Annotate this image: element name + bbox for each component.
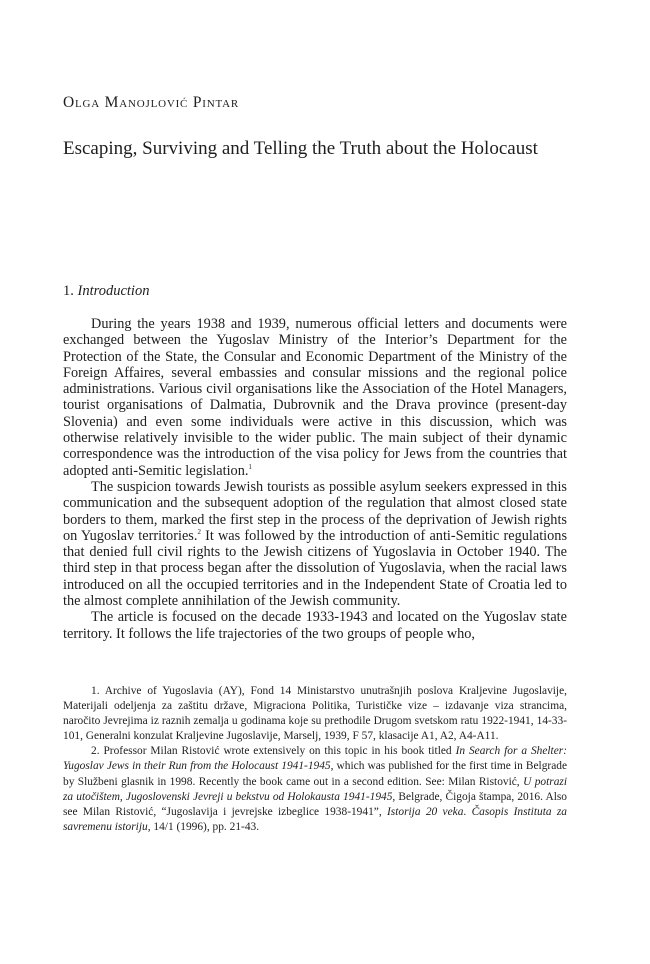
book-title: U potrazi za utočištem, Jugoslovenski Jevreji u bekstvu od Holokausta 1941-1945 (63, 775, 567, 803)
section-number: 1. (63, 283, 74, 299)
journal-subtitle: Časopis Instituta za savremenu istoriju (63, 805, 567, 833)
footnote-ref: 1 (248, 462, 252, 471)
journal-title: Istorija 20 veka (386, 805, 464, 818)
author-name: Olga Manojlović Pintar (63, 94, 239, 111)
paragraph (63, 479, 567, 609)
paragraph-text: It was followed by the introduction of anti-Semitic regulations that denied full civil rights to the Jewish citizens of Yugoslavia in October 1940. The third step in that process began after the dissolution of Yugoslavia, when the racial laws introduced on all the occupied territories and in the Independent State of Croatia led to the almost complete annihilation of the Jewish community. (63, 527, 568, 610)
footnote-ref: 2 (197, 527, 201, 536)
paragraph-text: The article is focused on the decade 1933-1943 and located on the Yugoslav state territory. It follows the life trajectories of the two groups of people who, (63, 609, 567, 642)
section-title: Introduction (77, 283, 150, 299)
paragraph-text: During the years 1938 and 1939, numerous official letters and documents were exchanged between the Yugoslav Ministry of the Interior’s Department for the Protection of the State, the Consular and Economic Department of the Ministry of the Foreign Affaires, several embassies and consular missions and the regional police administrations. Various civil organisations like the Association of the Hotel Managers, tourist organisations of Dalmatia, Dubrovnik and the Drava province (present-day Slovenia) and even some individuals were active in this discussion, which was otherwise relatively invisible to the wider public. The main subject of their dynamic correspondence was the introduction of the visa policy for Jews from the countries that adopted anti-Semitic legislation. (63, 316, 567, 479)
section-heading (63, 283, 149, 300)
body-text (63, 316, 567, 642)
paragraph (63, 609, 567, 642)
footnote: 2. Professor Milan Ristović wrote extensively on this topic in his book titled In Search for a Shelter: Yugoslav Jews in their Run from the Holocaust 1941-1945, which was published for the first time in Belgrade by Službeni glasnik in 1998. Recently the book came out in a second edition. See: Milan Ristović, U potrazi za utočištem, Jugoslovenski Jevreji u bekstvu od Holokausta 1941-1945, Belgrade, Čigoja štampa, 2016. Also see Milan Ristović, “Jugoslavija i jevrejske izbeglice 1938-1941”, Istorija 20 veka. Časopis Instituta za savremenu istoriju, 14/1 (1996), pp. 21-43. (63, 745, 568, 833)
article-title: Escaping, Surviving and Telling the Truth about the Holocaust (63, 138, 538, 159)
footnotes (63, 684, 567, 835)
footnote: 1. Archive of Yugoslavia (AY), Fond 14 Ministarstvo unutrašnjih poslova Kraljevine Jugoslavije, Materijali odeljenja za zaštitu države, Migraciona Politika, Turističke vize – izdavanje viza strancima, naročito Jevrejima iz raznih zemalja u godinama koje su prethodile Drugom svetskom ratu 1922-1941, 14-33-101, Generalni konzulat Kraljevine Jugoslavije, Marselj, 1939, F 57, klasacije A1, A2, A4-A11. (63, 685, 567, 743)
paragraph (63, 316, 567, 479)
book-title: In Search for a Shelter: Yugoslav Jews in their Run from the Holocaust 1941-1945 (63, 745, 568, 773)
paragraph-text: The suspicion towards Jewish tourists as possible asylum seekers expressed in this communication and the subsequent adoption of the regulation that almost closed state borders to them, marked the first step in the process of the deprivation of Jewish rights on Yugoslav territories. (63, 478, 567, 544)
